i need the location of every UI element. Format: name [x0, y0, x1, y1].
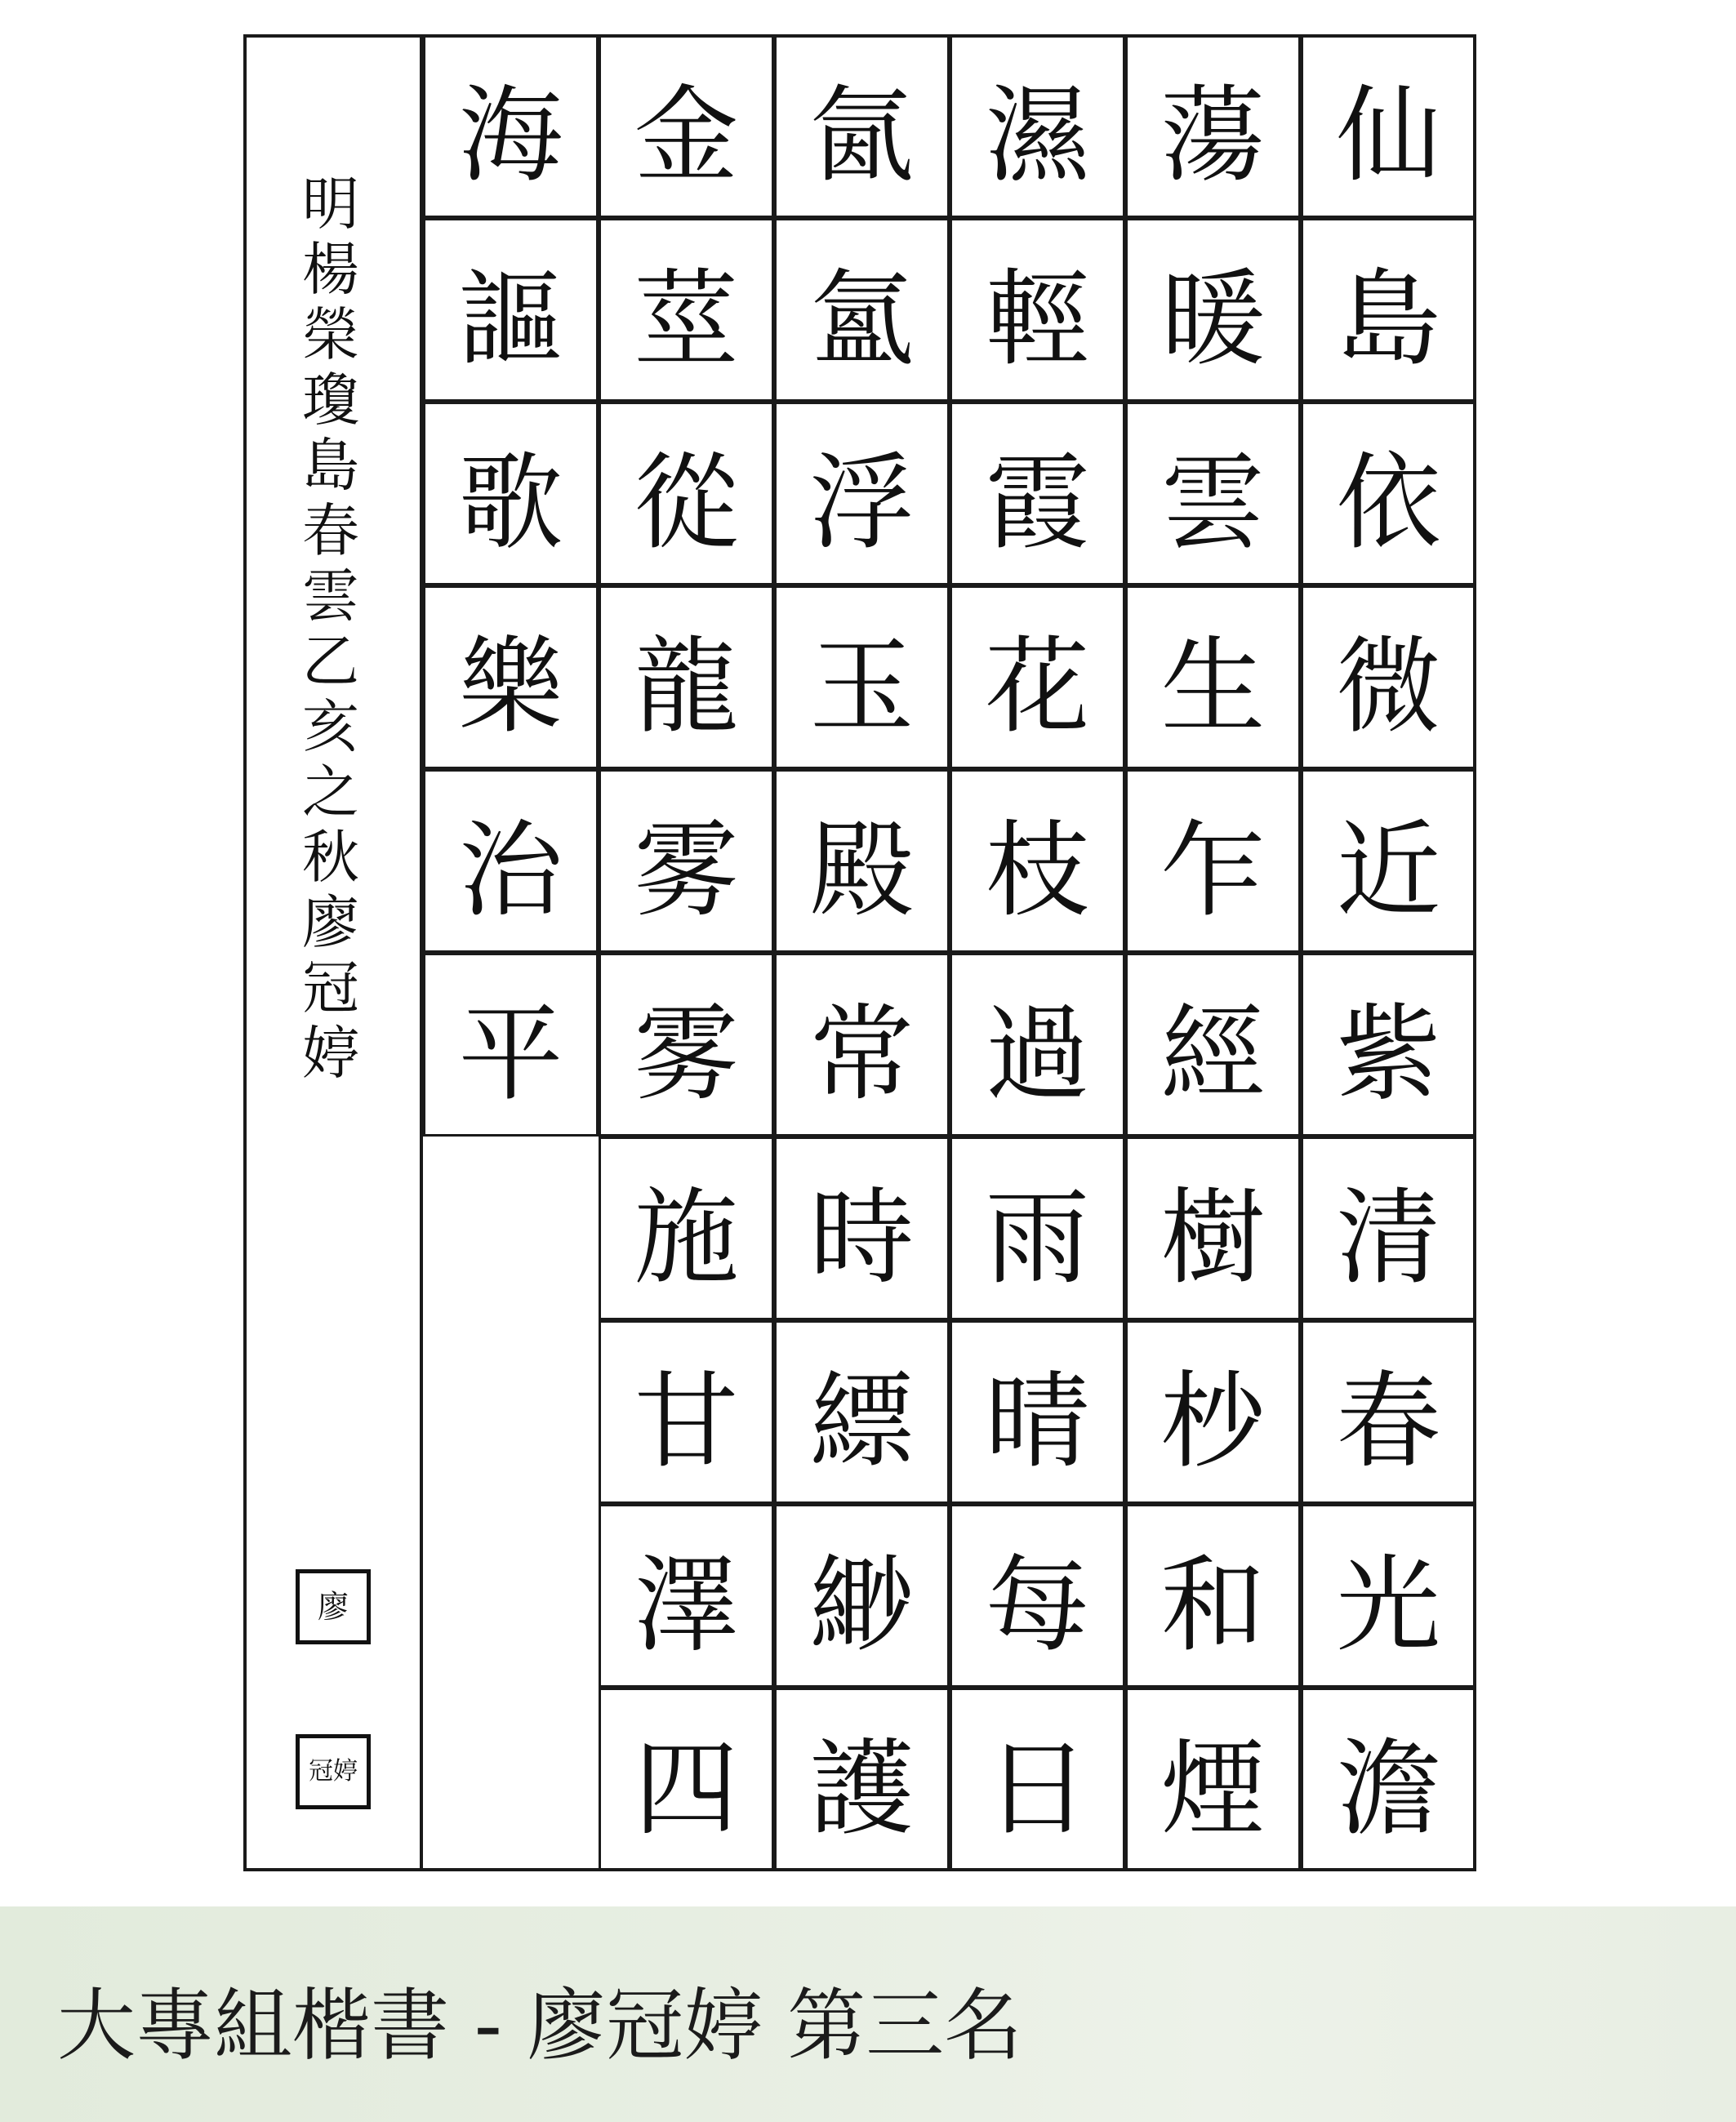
character-cell: 殿 [774, 769, 950, 953]
character-cell: 晴 [950, 1320, 1125, 1504]
seal-upper-text: 廖 [317, 1589, 349, 1625]
character-cell: 霞 [950, 402, 1125, 585]
character-cell: 氤 [774, 34, 950, 218]
seal-lower-text: 冠婷 [309, 1757, 358, 1786]
signature-character: 秋 [302, 824, 359, 891]
character-cell: 光 [1301, 1504, 1476, 1688]
character-cell: 澹 [1301, 1688, 1476, 1871]
character-cell: 雲 [1125, 402, 1301, 585]
character-cell: 甘 [599, 1320, 774, 1504]
character-cell: 金 [599, 34, 774, 218]
character-cell: 近 [1301, 769, 1476, 953]
character-cell: 和 [1125, 1504, 1301, 1688]
character-cell: 樂 [423, 585, 599, 769]
seal-stamp-lower [296, 1734, 371, 1809]
signature-character: 亥 [302, 693, 359, 760]
character-cell: 蕩 [1125, 34, 1301, 218]
character-cell: 紫 [1301, 953, 1476, 1137]
character-cell: 緲 [774, 1504, 950, 1688]
signature-character: 春 [302, 497, 359, 564]
seal-stamp-upper [296, 1569, 371, 1644]
signature-character: 榮 [302, 301, 359, 368]
character-cell: 澤 [599, 1504, 774, 1688]
character-cell: 生 [1125, 585, 1301, 769]
signature-character: 楊 [302, 236, 359, 303]
signature-character: 瓊 [302, 367, 359, 434]
signature-character: 冠 [302, 954, 359, 1021]
character-cell: 莖 [599, 218, 774, 402]
character-cell: 施 [599, 1137, 774, 1320]
character-cell: 樹 [1125, 1137, 1301, 1320]
character-cell: 島 [1301, 218, 1476, 402]
character-cell: 杪 [1125, 1320, 1301, 1504]
character-cell: 花 [950, 585, 1125, 769]
character-cell: 清 [1301, 1137, 1476, 1320]
character-cell: 仙 [1301, 34, 1476, 218]
signature-inscription [294, 171, 367, 1086]
character-cell: 輕 [950, 218, 1125, 402]
signature-character: 婷 [302, 1020, 359, 1087]
character-cell: 過 [950, 953, 1125, 1137]
character-cell: 歌 [423, 402, 599, 585]
character-cell: 微 [1301, 585, 1476, 769]
character-cell: 枝 [950, 769, 1125, 953]
signature-character: 島 [302, 432, 359, 499]
character-cell: 經 [1125, 953, 1301, 1137]
character-cell: 常 [774, 953, 950, 1137]
character-cell: 日 [950, 1688, 1125, 1871]
character-cell: 浮 [774, 402, 950, 585]
signature-character: 乙 [302, 628, 359, 695]
character-cell: 四 [599, 1688, 774, 1871]
character-cell: 龍 [599, 585, 774, 769]
character-cell: 煙 [1125, 1688, 1301, 1871]
character-cell: 雾 [599, 953, 774, 1137]
character-cell: 氳 [774, 218, 950, 402]
character-cell: 乍 [1125, 769, 1301, 953]
signature-character: 雲 [302, 563, 359, 629]
character-cell: 春 [1301, 1320, 1476, 1504]
character-cell: 玉 [774, 585, 950, 769]
caption-title: 大專組楷書 - 廖冠婷 第三名 [57, 1980, 1023, 2071]
character-cell: 海 [423, 34, 599, 218]
signature-character: 明 [302, 171, 359, 238]
character-cell: 暖 [1125, 218, 1301, 402]
character-cell: 縹 [774, 1320, 950, 1504]
character-cell: 雨 [950, 1137, 1125, 1320]
character-cell: 雾 [599, 769, 774, 953]
character-cell: 時 [774, 1137, 950, 1320]
signature-character: 廖 [302, 889, 359, 956]
character-cell: 每 [950, 1504, 1125, 1688]
character-cell: 護 [774, 1688, 950, 1871]
character-cell: 濕 [950, 34, 1125, 218]
character-cell: 謳 [423, 218, 599, 402]
character-cell: 依 [1301, 402, 1476, 585]
character-cell: 從 [599, 402, 774, 585]
character-cell: 平 [423, 953, 599, 1137]
character-cell: 治 [423, 769, 599, 953]
signature-character: 之 [302, 758, 359, 825]
